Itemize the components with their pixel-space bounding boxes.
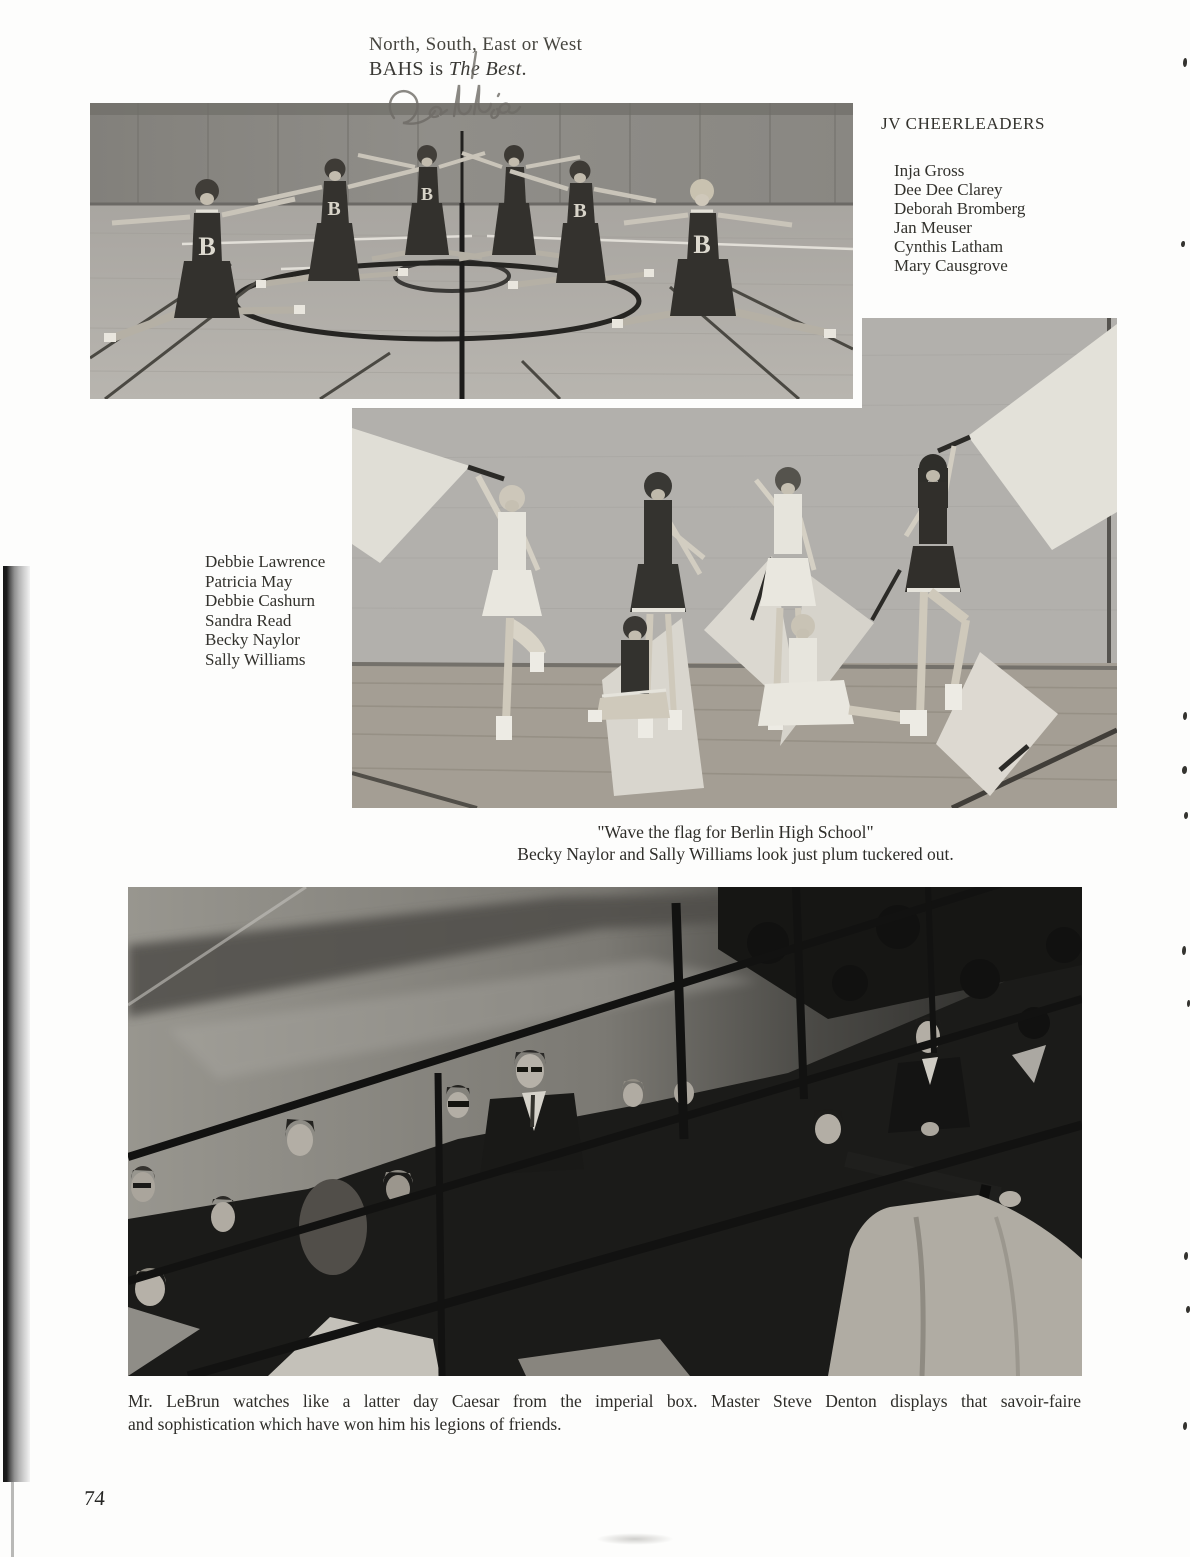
flag-caption-line2: Becky Naylor and Sally Williams look just plum tuckered out.: [517, 843, 954, 864]
binding-shadow: [3, 566, 30, 1482]
jv-name: Dee Dee Clarey: [894, 180, 1003, 199]
flag-girl-name: Debbie Lawrence: [205, 552, 326, 571]
scan-speck: [1184, 812, 1188, 819]
jv-name: Deborah Bromberg: [894, 199, 1026, 218]
crowd-illustration: [128, 887, 1082, 1376]
flag-girls-name-list: [205, 552, 325, 670]
scan-speck: [1186, 1306, 1190, 1313]
jv-name-list: [881, 161, 1045, 275]
svg-text:B: B: [573, 200, 587, 222]
scan-speck: [1182, 946, 1186, 955]
jv-name: Mary Causgrove: [894, 256, 1008, 275]
crowd-photo: [128, 887, 1082, 1376]
scan-speck: [1183, 1422, 1187, 1430]
slogan-line2-italic: The Best: [448, 58, 522, 80]
crowd-caption-line2: and sophistication which have won him his legions of friends.: [128, 1414, 562, 1434]
svg-text:B: B: [327, 198, 341, 220]
svg-text:B: B: [420, 184, 434, 204]
binding-shadow-line: [11, 1482, 14, 1557]
scan-smudge: [596, 1533, 674, 1545]
jv-name: Jan Meuser: [894, 218, 972, 237]
jv-name: Inja Gross: [894, 161, 965, 180]
flag-photo-caption: [353, 822, 1118, 865]
slogan-line2-suffix: .: [521, 58, 527, 80]
flag-girl-name: Becky Naylor: [205, 630, 300, 650]
flag-girl-name: Patricia May: [205, 571, 293, 591]
jv-section-title: JV CHEERLEADERS: [881, 114, 1046, 133]
page-number: 74: [83, 1486, 106, 1510]
scan-speck: [1182, 766, 1187, 774]
flag-caption-line1: "Wave the flag for Berlin High School": [597, 822, 874, 842]
jv-name: Cynthis Latham: [894, 237, 1004, 256]
flag-girl-name: Debbie Cashurn: [205, 591, 316, 611]
slogan-line1: North, South, East or West: [369, 34, 583, 55]
crowd-caption-line1: Mr. LeBrun watches like a latter day Caesar from the imperial box. Master Steve Denton displays that savoir-faire: [128, 1391, 1081, 1411]
slogan-line2-prefix: BAHS is: [369, 58, 449, 80]
scan-speck: [1181, 241, 1185, 247]
scan-speck: [1184, 1252, 1188, 1260]
crowd-photo-caption: [128, 1390, 1081, 1436]
scan-speck: [1183, 58, 1187, 67]
svg-text:B: B: [693, 230, 711, 259]
handwritten-signature: [372, 46, 552, 150]
jv-cheerleaders-section: [881, 114, 1045, 275]
svg-text:B: B: [198, 232, 216, 261]
scan-speck: [1183, 712, 1187, 720]
flag-girl-name: Sally Williams: [205, 649, 306, 669]
flag-girl-name: Sandra Read: [205, 610, 292, 630]
